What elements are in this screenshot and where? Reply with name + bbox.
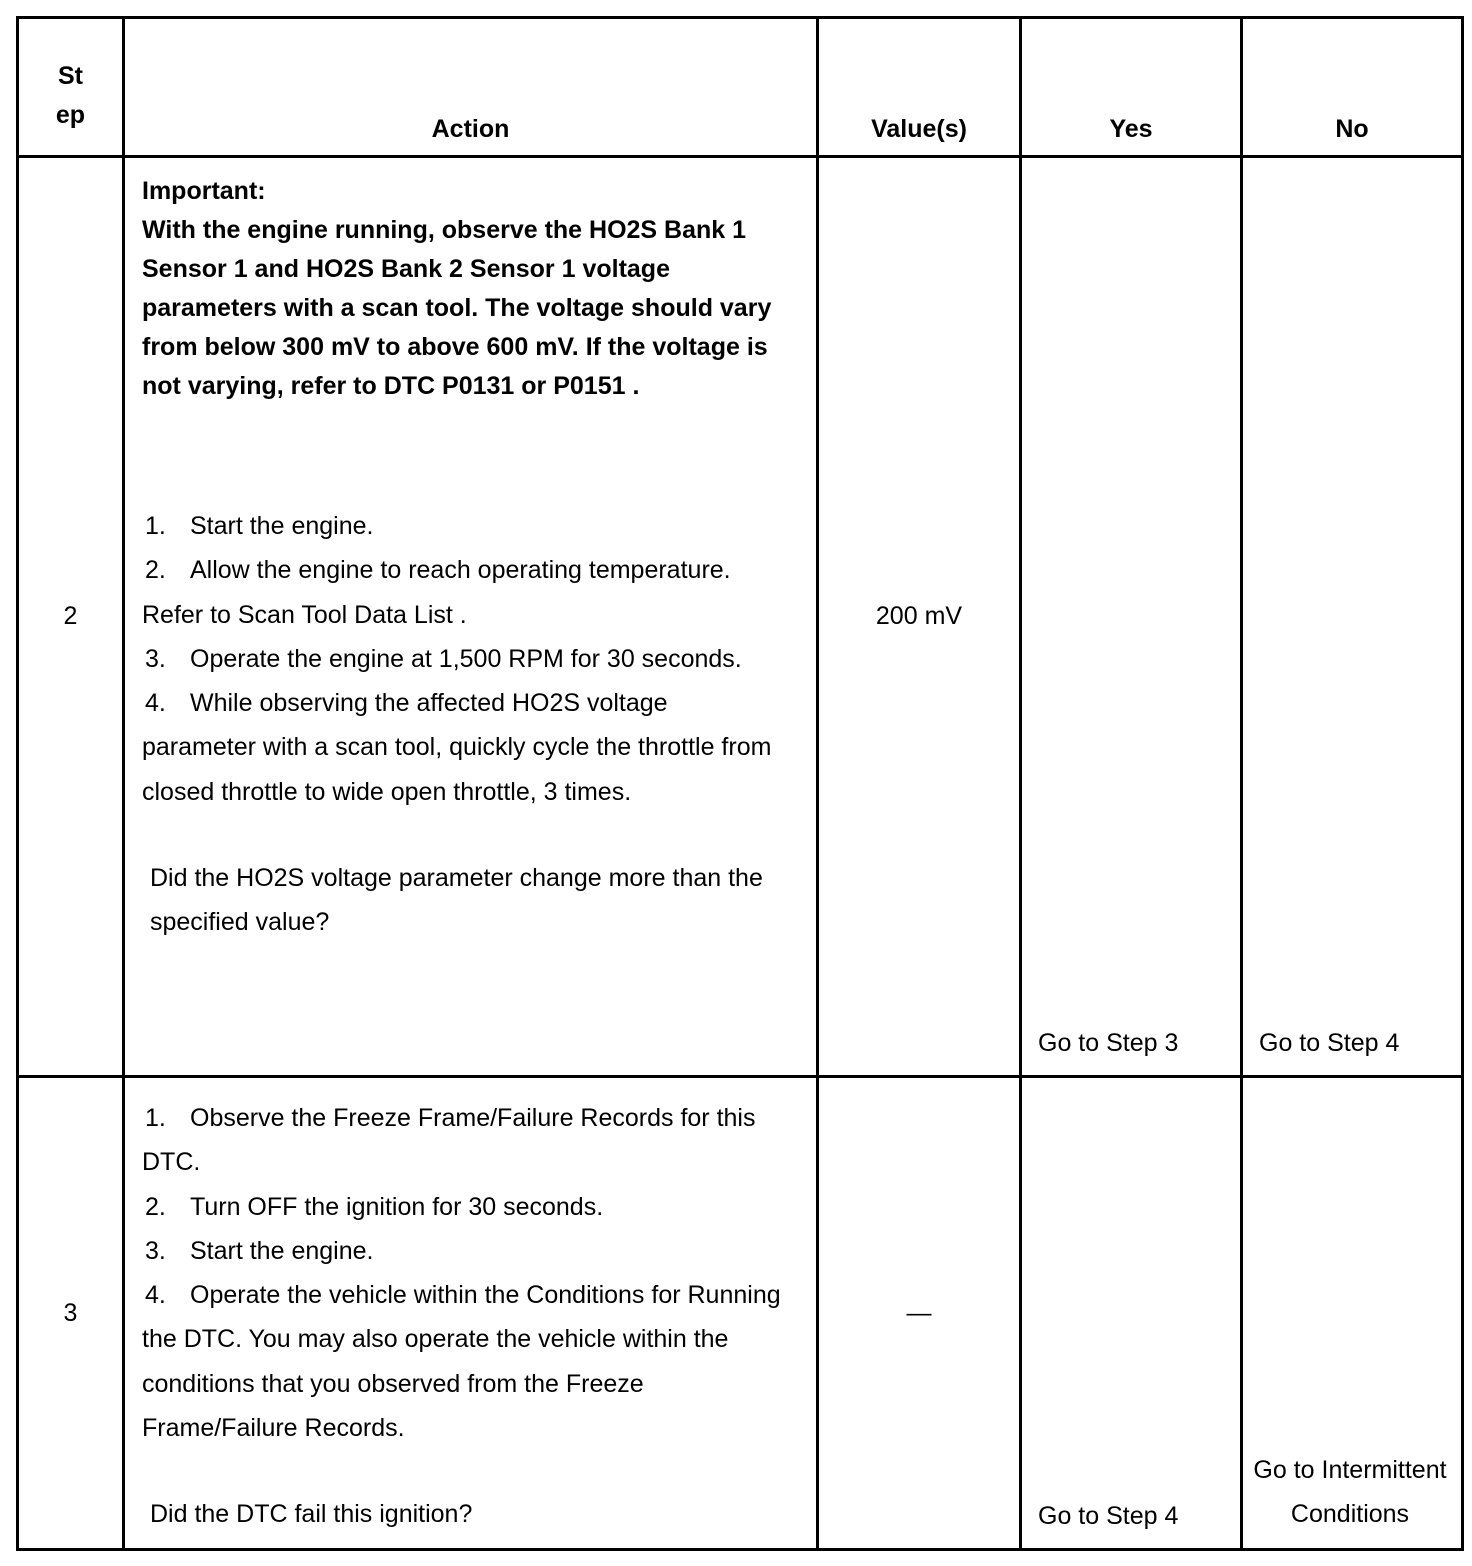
header-no: No bbox=[1242, 18, 1463, 157]
important-text: With the engine running, observe the HO2S Bank 1 Sensor 1 and HO2S Bank 2 Sensor 1 voltage parameters with a scan tool. The voltage should vary from below 300 mV to above 600 mV. If the voltage is not varying, refer to DTC P0131 or P0151 . bbox=[142, 216, 772, 400]
spacer bbox=[142, 1450, 786, 1492]
header-values: Value(s) bbox=[818, 18, 1021, 157]
action-cell bbox=[124, 157, 818, 1077]
question-text: Did the HO2S voltage parameter change more than the specified value? bbox=[150, 863, 763, 936]
header-step bbox=[18, 18, 124, 157]
list-item: 3. Operate the engine at 1,500 RPM for 30 seconds. bbox=[145, 644, 742, 673]
yes-cell: Go to Step 3 bbox=[1021, 157, 1242, 1077]
no-cell: Go to Intermittent Conditions bbox=[1242, 1077, 1463, 1550]
yes-cell: Go to Step 4 bbox=[1021, 1077, 1242, 1550]
question-text: Did the DTC fail this ignition? bbox=[150, 1500, 473, 1528]
step-number: 2 bbox=[18, 157, 124, 1077]
no-cell: Go to Step 4 bbox=[1242, 157, 1463, 1077]
list-item: 1. Observe the Freeze Frame/Failure Records for this DTC. bbox=[142, 1104, 756, 1177]
list-item: 4. Operate the vehicle within the Conditions for Running the DTC. You may also operate the vehicle within the conditions that you observed from the Freeze Frame/Failure Records. bbox=[142, 1281, 781, 1442]
list-item: 3. Start the engine. bbox=[145, 1236, 374, 1265]
list-item: 2. Allow the engine to reach operating temperature. Refer to Scan Tool Data List . bbox=[142, 556, 731, 629]
spacer bbox=[142, 814, 786, 856]
value-cell: 200 mV bbox=[818, 157, 1021, 1077]
diagnostic-table bbox=[16, 16, 1464, 1551]
action-cell bbox=[124, 1077, 818, 1550]
list-item: 2. Turn OFF the ignition for 30 seconds. bbox=[145, 1192, 604, 1221]
value-cell: — bbox=[818, 1077, 1021, 1550]
step-list bbox=[142, 1096, 786, 1450]
table-row bbox=[18, 157, 1463, 1077]
important-label: Important: bbox=[142, 177, 266, 205]
list-item: 1. Start the engine. bbox=[145, 512, 374, 540]
header-step-label: St ep bbox=[55, 62, 86, 129]
header-yes: Yes bbox=[1021, 18, 1242, 157]
spacer bbox=[142, 406, 786, 504]
step-number: 3 bbox=[18, 1077, 124, 1550]
header-row bbox=[18, 18, 1463, 157]
step-list bbox=[142, 504, 786, 814]
list-item: 4. While observing the affected HO2S voltage parameter with a scan tool, quickly cycle the throttle from closed throttle to wide open throttle, 3 times. bbox=[142, 689, 772, 806]
header-action: Action bbox=[124, 18, 818, 157]
table-row bbox=[18, 1077, 1463, 1550]
